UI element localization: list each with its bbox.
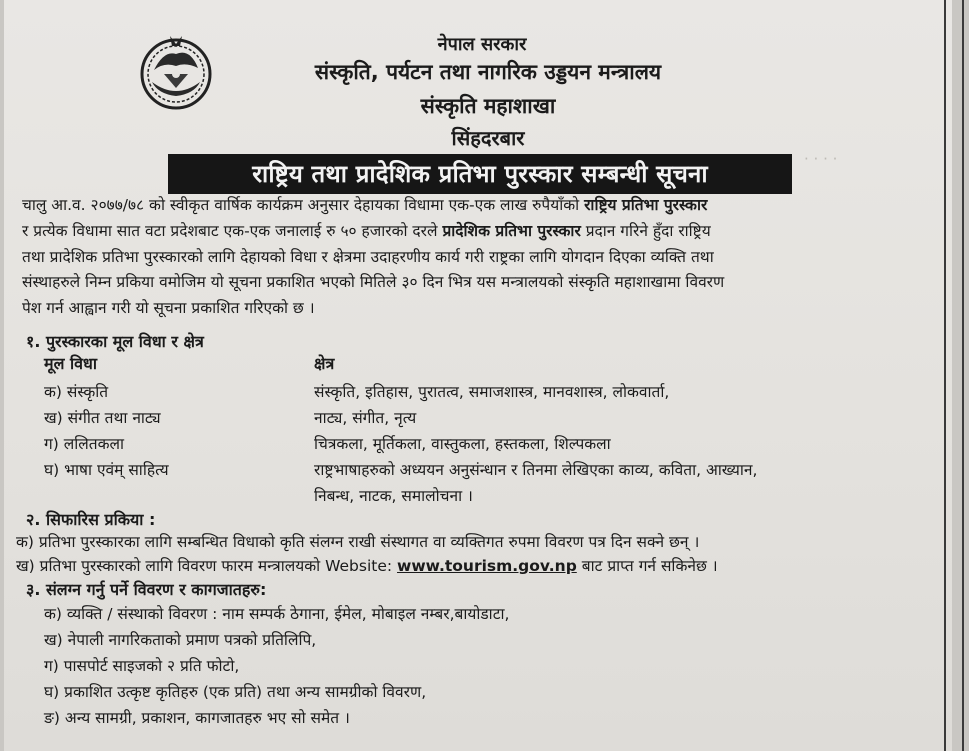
intro-paragraph <box>22 193 942 322</box>
government-name: नेपाल सरकार <box>437 34 527 55</box>
document-item: ङ) अन्य सामग्री, प्रकाशन, कागजातहरु भए सो समेत । <box>44 709 350 727</box>
page-edge-line <box>962 0 964 751</box>
kshetra-language-literature-cont: निबन्ध, नाटक, समालोचना । <box>314 487 473 505</box>
item-b-text: ख) प्रतिभा पुरस्कारको लागि विवरण फारम मन्त्रालयको Website: <box>16 557 398 575</box>
section-3-heading: ३. संलग्न गर्नु पर्ने विवरण र कागजातहरु: <box>26 580 267 599</box>
kshetra-culture: संस्कृति, इतिहास, पुरातत्व, समाजशास्त्र, मानवशास्त्र, लोकवार्ता, <box>314 383 670 401</box>
national-award-emphasis: राष्ट्रिय प्रतिभा पुरस्कार <box>584 196 708 214</box>
section-2-heading: २. सिफारिस प्रकिया : <box>26 510 156 529</box>
recommendation-item-a: क) प्रतिभा पुरस्कारका लागि सम्बन्धित विधाको कृति संलग्न राखी संस्थागत वा व्यक्तिगत रुपमा विवरण पत्र दिन सक्ने छन् । <box>16 533 700 551</box>
division-name: संस्कृति महाशाखा <box>420 94 556 118</box>
intro-text: चालु आ.व. २०७७/७८ को स्वीकृत वार्षिक कार्यक्रम अनुसार देहायका विधामा एक-एक लाख रुपैयाँको <box>22 196 585 214</box>
document-item: ख) नेपाली नागरिकताको प्रमाण पत्रको प्रतिलिपि, <box>44 631 317 649</box>
notice-title-banner: राष्ट्रिय तथा प्रादेशिक प्रतिभा पुरस्कार सम्बन्धी सूचना <box>168 154 792 194</box>
ministry-website-link[interactable]: www.tourism.gov.np <box>397 557 577 575</box>
office-location: सिंहदरबार <box>451 126 525 150</box>
item-b-text: बाट प्राप्त गर्न सकिनेछ । <box>576 557 718 575</box>
kshetra-music-drama: नाट्य, संगीत, नृत्य <box>314 409 417 427</box>
document-item: क) व्यक्ति / संस्थाको विवरण : नाम सम्पर्क ठेगाना, ईमेल, मोबाइल नम्बर,बायोडाटा, <box>44 605 510 623</box>
vidha-language-literature: घ) भाषा एवंम् साहित्य <box>44 461 169 479</box>
document-item: घ) प्रकाशित उत्कृष्ट कृतिहरु (एक प्रति) तथा अन्य सामग्रीको विवरण, <box>44 683 427 701</box>
notice-page <box>4 0 952 751</box>
intro-line-3: तथा प्रादेशिक प्रतिभा पुरस्कारको लागि देहायको विधा र क्षेत्रमा उदाहरणीय कार्य गरी राष्ट्रका लागि योगदान दिएका व्यक्ति तथा <box>22 247 714 266</box>
vidha-fine-arts: ग) ललितकला <box>44 435 124 453</box>
vidha-music-drama: ख) संगीत तथा नाट्य <box>44 409 161 427</box>
ministry-name: संस्कृति, पर्यटन तथा नागरिक उड्डयन मन्त्रालय <box>314 60 662 84</box>
intro-line-2 <box>22 219 942 245</box>
intro-line-1 <box>22 193 942 219</box>
kshetra-language-literature: राष्ट्रभाषाहरुको अध्ययन अनुसंन्धान र तिनमा लेखिएका काव्य, कविता, आख्यान, <box>314 461 758 479</box>
provincial-award-emphasis: प्रादेशिक प्रतिभा पुरस्कार <box>442 221 581 240</box>
section-1-heading: १. पुरस्कारका मूल विधा र क्षेत्र <box>26 332 204 351</box>
page-fold-line <box>944 0 946 751</box>
vidha-culture: क) संस्कृति <box>44 383 109 401</box>
show-through-text: · · · · <box>804 150 838 168</box>
kshetra-fine-arts: चित्रकला, मूर्तिकला, वास्तुकला, हस्तकला, शिल्पकला <box>314 435 611 453</box>
document-item: ग) पासपोर्ट साइजको २ प्रति फोटो, <box>44 657 240 675</box>
column-header-vidha: मूल विधा <box>44 354 98 373</box>
recommendation-item-b <box>16 554 718 576</box>
intro-text: प्रदान गरिने हुँदा राष्ट्रिय <box>580 221 711 240</box>
intro-line-4: संस्थाहरुले निम्न प्रकिया वमोजिम यो सूचना प्रकाशित भएको मितिले ३० दिन भित्र यस मन्त्रालयको संस्कृति महाशाखामा विवरण <box>22 273 725 292</box>
intro-line-5: पेश गर्न आह्वान गरी यो सूचना प्रकाशित गरिएको छ । <box>22 299 315 318</box>
intro-text: र प्रत्येक विधामा सात वटा प्रदेशबाट एक-एक जनालाई रु ५० हजारको दरले <box>22 221 443 240</box>
column-header-kshetra: क्षेत्र <box>314 354 335 373</box>
